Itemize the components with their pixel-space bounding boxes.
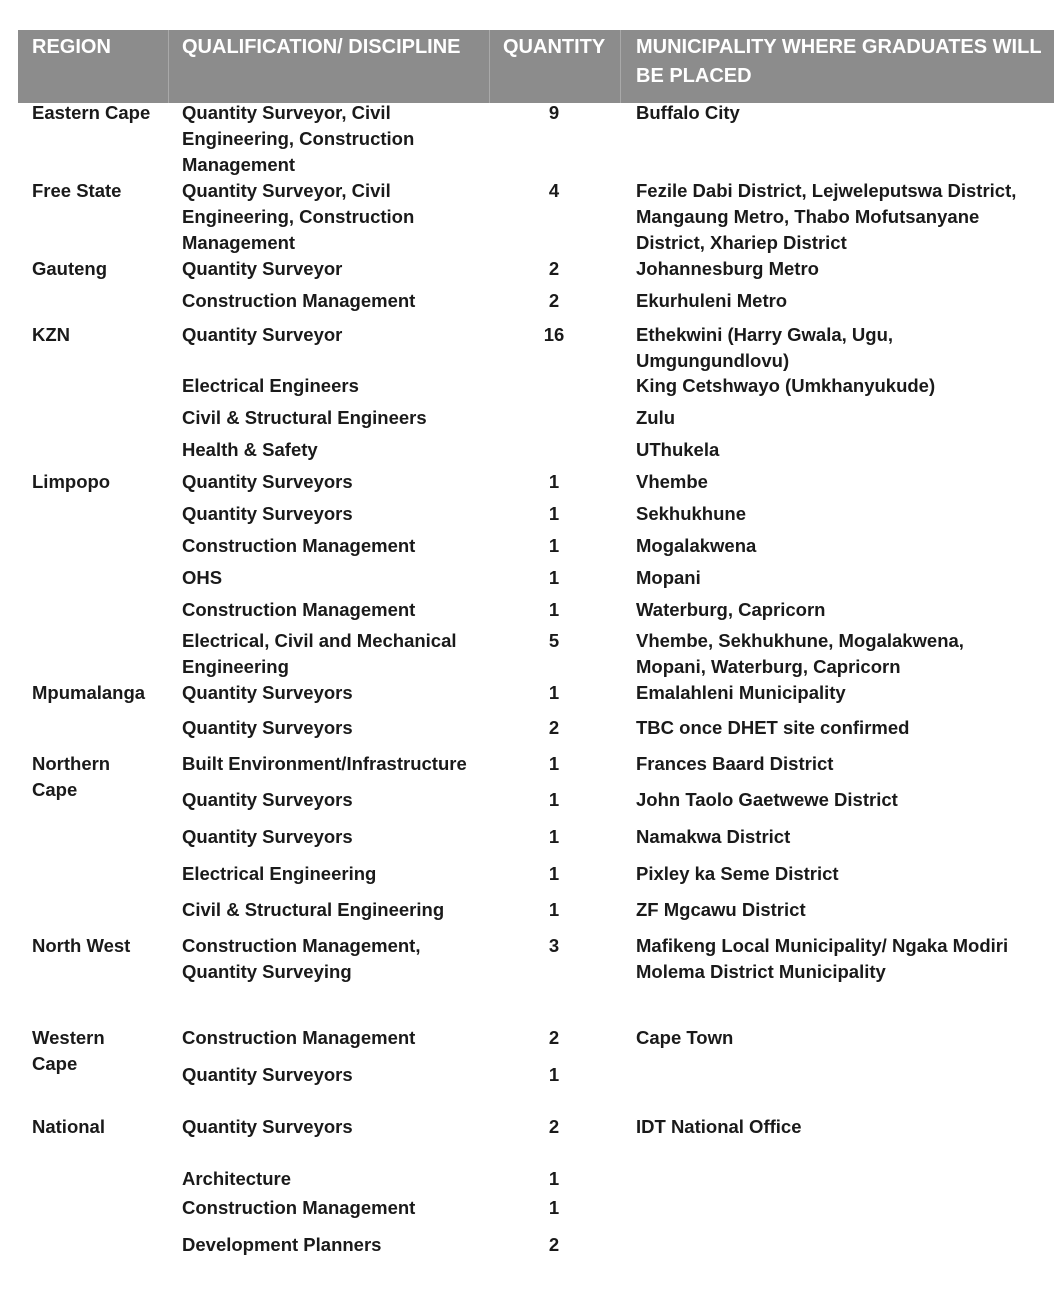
header-divider bbox=[620, 30, 621, 103]
quantity-cell: 1 bbox=[548, 1064, 560, 1085]
qualification-cell: Engineering bbox=[182, 656, 289, 677]
municipality-cell: Molema District Municipality bbox=[636, 961, 886, 982]
qualification-cell: Management bbox=[182, 232, 296, 253]
qualification-cell: Health & Safety bbox=[182, 439, 318, 460]
qualification-cell: Architecture bbox=[182, 1168, 291, 1189]
quantity-cell: 1 bbox=[548, 471, 560, 492]
header-municipality-line1: MUNICIPALITY WHERE GRADUATES WILL bbox=[636, 36, 1042, 58]
qualification-cell: Built Environment/Infrastructure bbox=[182, 753, 467, 774]
quantity-cell: 1 bbox=[548, 789, 560, 810]
municipality-cell: Zulu bbox=[636, 407, 676, 428]
qualification-cell: Quantity Surveyor bbox=[182, 324, 343, 345]
municipality-cell: Johannesburg Metro bbox=[636, 258, 819, 279]
municipality-cell: Emalahleni Municipality bbox=[636, 682, 846, 703]
municipality-cell: Frances Baard District bbox=[636, 753, 834, 774]
qualification-cell: Quantity Surveyor bbox=[182, 258, 343, 279]
header-municipality bbox=[622, 30, 1054, 103]
header-region: REGION bbox=[32, 36, 111, 58]
municipality-cell: UThukela bbox=[636, 439, 720, 460]
qualification-cell: Engineering, Construction bbox=[182, 128, 415, 149]
qualification-cell: OHS bbox=[182, 567, 223, 588]
municipality-cell: Mangaung Metro, Thabo Mofutsanyane bbox=[636, 206, 980, 227]
municipality-cell: IDT National Office bbox=[636, 1116, 802, 1137]
qualification-cell: Quantity Surveyor, Civil bbox=[182, 102, 391, 123]
region-label: North West bbox=[32, 935, 131, 956]
region-label: Limpopo bbox=[32, 471, 111, 492]
qualification-cell: Construction Management bbox=[182, 1197, 416, 1218]
qualification-cell: Electrical Engineers bbox=[182, 375, 359, 396]
qualification-cell: Quantity Surveyors bbox=[182, 503, 353, 524]
quantity-cell: 1 bbox=[548, 567, 560, 588]
region-label: Gauteng bbox=[32, 258, 108, 279]
qualification-cell: Quantity Surveyors bbox=[182, 826, 353, 847]
quantity-cell: 1 bbox=[548, 535, 560, 556]
municipality-cell: Mopani, Waterburg, Capricorn bbox=[636, 656, 901, 677]
quantity-cell: 2 bbox=[548, 258, 560, 279]
quantity-cell: 1 bbox=[548, 503, 560, 524]
qualification-cell: Quantity Surveyors bbox=[182, 1116, 353, 1137]
quantity-cell: 1 bbox=[548, 863, 560, 884]
qualification-cell: Quantity Surveyor, Civil bbox=[182, 180, 391, 201]
qualification-cell: Construction Management bbox=[182, 599, 416, 620]
municipality-cell: Mopani bbox=[636, 567, 701, 588]
qualification-cell: Engineering, Construction bbox=[182, 206, 415, 227]
municipality-cell: TBC once DHET site confirmed bbox=[636, 717, 910, 738]
region-label: Cape bbox=[32, 1053, 78, 1074]
region-label: Eastern Cape bbox=[32, 102, 151, 123]
qualification-cell: Construction Management bbox=[182, 290, 416, 311]
municipality-cell: Mogalakwena bbox=[636, 535, 757, 556]
qualification-cell: Civil & Structural Engineers bbox=[182, 407, 427, 428]
qualification-cell: Electrical Engineering bbox=[182, 863, 377, 884]
quantity-cell: 5 bbox=[548, 630, 560, 651]
municipality-cell: Fezile Dabi District, Lejweleputswa District, bbox=[636, 180, 1017, 201]
qualification-cell: Construction Management bbox=[182, 1027, 416, 1048]
quantity-cell: 3 bbox=[548, 935, 560, 956]
quantity-cell: 2 bbox=[548, 1234, 560, 1255]
qualification-cell: Quantity Surveyors bbox=[182, 682, 353, 703]
qualification-cell: Quantity Surveyors bbox=[182, 717, 353, 738]
quantity-cell: 16 bbox=[543, 324, 565, 345]
region-label: Cape bbox=[32, 779, 78, 800]
municipality-cell: Ekurhuleni Metro bbox=[636, 290, 788, 311]
qualification-cell: Civil & Structural Engineering bbox=[182, 899, 445, 920]
municipality-cell: King Cetshwayo (Umkhanyukude) bbox=[636, 375, 936, 396]
municipality-cell: Umgungundlovu) bbox=[636, 350, 790, 371]
header-municipality-line2: BE PLACED bbox=[636, 65, 752, 87]
region-label: Western bbox=[32, 1027, 105, 1048]
qualification-cell: Development Planners bbox=[182, 1234, 382, 1255]
municipality-cell: Vhembe bbox=[636, 471, 708, 492]
region-label: National bbox=[32, 1116, 105, 1137]
qualification-cell: Management bbox=[182, 154, 296, 175]
quantity-cell: 1 bbox=[548, 826, 560, 847]
municipality-cell: Vhembe, Sekhukhune, Mogalakwena, bbox=[636, 630, 964, 651]
municipality-cell: Namakwa District bbox=[636, 826, 791, 847]
quantity-cell: 2 bbox=[548, 290, 560, 311]
quantity-cell: 1 bbox=[548, 1197, 560, 1218]
quantity-cell: 2 bbox=[548, 717, 560, 738]
quantity-cell: 2 bbox=[548, 1027, 560, 1048]
region-label: Free State bbox=[32, 180, 122, 201]
table-header bbox=[18, 30, 1054, 103]
quantity-cell: 1 bbox=[548, 682, 560, 703]
qualification-cell: Construction Management bbox=[182, 535, 416, 556]
municipality-cell: Mafikeng Local Municipality/ Ngaka Modiri bbox=[636, 935, 1009, 956]
qualification-cell: Quantity Surveyors bbox=[182, 789, 353, 810]
qualification-cell: Quantity Surveyors bbox=[182, 471, 353, 492]
municipality-cell: Waterburg, Capricorn bbox=[636, 599, 826, 620]
municipality-cell: Cape Town bbox=[636, 1027, 734, 1048]
municipality-cell: District, Xhariep District bbox=[636, 232, 847, 253]
municipality-cell: Sekhukhune bbox=[636, 503, 746, 524]
region-label: Mpumalanga bbox=[32, 682, 146, 703]
quantity-cell: 1 bbox=[548, 1168, 560, 1189]
qualification-cell: Electrical, Civil and Mechanical bbox=[182, 630, 457, 651]
quantity-cell: 1 bbox=[548, 599, 560, 620]
municipality-cell: Ethekwini (Harry Gwala, Ugu, bbox=[636, 324, 894, 345]
quantity-cell: 1 bbox=[548, 753, 560, 774]
quantity-cell: 2 bbox=[548, 1116, 560, 1137]
header-quantity: QUANTITY bbox=[503, 36, 606, 58]
header-qualification: QUALIFICATION/ DISCIPLINE bbox=[182, 36, 461, 58]
municipality-cell: John Taolo Gaetwewe District bbox=[636, 789, 898, 810]
quantity-cell: 4 bbox=[548, 180, 560, 201]
quantity-cell: 9 bbox=[548, 102, 560, 123]
qualification-cell: Quantity Surveying bbox=[182, 961, 352, 982]
municipality-cell: Pixley ka Seme District bbox=[636, 863, 839, 884]
qualification-cell: Quantity Surveyors bbox=[182, 1064, 353, 1085]
qualification-cell: Construction Management, bbox=[182, 935, 421, 956]
quantity-cell: 1 bbox=[548, 899, 560, 920]
municipality-cell: Buffalo City bbox=[636, 102, 740, 123]
region-label: Northern bbox=[32, 753, 111, 774]
municipality-cell: ZF Mgcawu District bbox=[636, 899, 806, 920]
region-label: KZN bbox=[32, 324, 71, 345]
